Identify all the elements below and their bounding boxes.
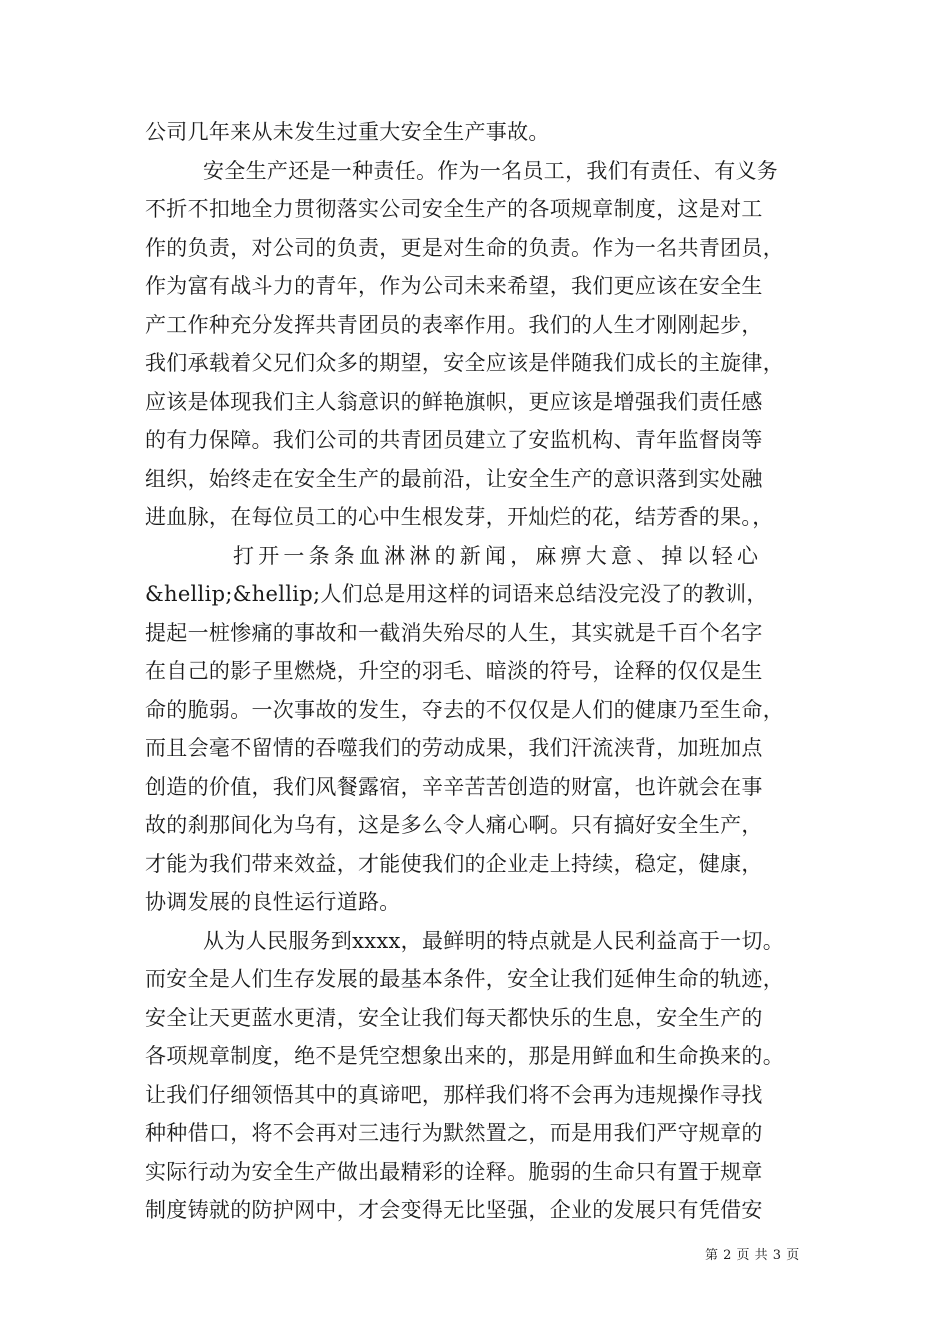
text-line: 各项规章制度，绝不是凭空想象出来的，那是用鲜血和生命换来的。 bbox=[145, 1044, 784, 1068]
text-line: 协调发展的良性运行道路。 bbox=[145, 890, 401, 914]
text-line: 实际行动为安全生产做出最精彩的诠释。脆弱的生命只有置于规章 bbox=[145, 1159, 763, 1184]
text-line: 的有力保障。我们公司的共青团员建立了安监机构、青年监督岗等 bbox=[145, 428, 763, 452]
text-line: 作的负责，对公司的负责，更是对生命的负责。作为一名共青团员， bbox=[145, 235, 784, 260]
text-line: 应该是体现我们主人翁意识的鲜艳旗帜，更应该是增强我们责任感 bbox=[145, 389, 763, 414]
text-line: 创造的价值，我们风餐露宿，辛辛苦苦创造的财富，也许就会在事 bbox=[145, 774, 763, 799]
text-line: 命的脆弱。一次事故的发生，夺去的不仅仅是人们的健康乃至生命， bbox=[145, 697, 784, 722]
paragraph-start-line: 安全生产还是一种责任。作为一名员工，我们有责任、有义务 bbox=[203, 158, 779, 183]
text-line: 种种借口，将不会再对三违行为默然置之，而是用我们严守规章的 bbox=[145, 1121, 763, 1145]
text-line: 不折不扣地全力贯彻落实公司安全生产的各项规章制度，这是对工 bbox=[145, 197, 763, 221]
text-line: 作为富有战斗力的青年，作为公司未来希望，我们更应该在安全生 bbox=[145, 274, 763, 298]
text-line: 在自己的影子里燃烧，升空的羽毛、暗淡的符号，诠释的仅仅是生 bbox=[145, 659, 763, 683]
text-line: 而且会毫不留情的吞噬我们的劳动成果，我们汗流浃背，加班加点 bbox=[145, 736, 763, 760]
text-line: 进血脉，在每位员工的心中生根发芽，开灿烂的花，结芳香的果。， bbox=[145, 505, 774, 529]
text-line: 产工作种充分发挥共青团员的表率作用。我们的人生才刚刚起步， bbox=[145, 312, 763, 337]
text-line: 安全让天更蓝水更清，安全让我们每天都快乐的生息，安全生产的 bbox=[145, 1005, 763, 1030]
text-line: 故的刹那间化为乌有，这是多么令人痛心啊。只有搞好安全生产， bbox=[145, 813, 763, 837]
text-line: 我们承载着父兄们众多的期望，安全应该是伴随我们成长的主旋律， bbox=[145, 351, 784, 375]
body-text bbox=[145, 113, 815, 1230]
text-line: 让我们仔细领悟其中的真谛吧，那样我们将不会再为违规操作寻找 bbox=[145, 1082, 763, 1107]
paragraph-start-line: 从为人民服务到xxxx，最鲜明的特点就是人民利益高于一切。 bbox=[203, 928, 785, 953]
text-line: 组织，始终走在安全生产的最前沿，让安全生产的意识落到实处融 bbox=[145, 466, 763, 491]
text-line: 公司几年来从未发生过重大安全生产事故。 bbox=[145, 120, 550, 144]
text-line: 提起一桩惨痛的事故和一截消失殆尽的人生，其实就是千百个名字 bbox=[145, 620, 763, 645]
text-line: 制度铸就的防护网中，才会变得无比坚强，企业的发展只有凭借安 bbox=[145, 1198, 763, 1222]
paragraph-start-line: 打开一条条血淋淋的新闻，麻痹大意、掉以轻心 bbox=[233, 543, 763, 568]
text-line: 才能为我们带来效益，才能使我们的企业走上持续，稳定，健康， bbox=[145, 851, 763, 876]
text-line: &hellip;&hellip;人们总是用这样的词语来总结没完没了的教训， bbox=[145, 582, 768, 606]
text-line: 而安全是人们生存发展的最基本条件，安全让我们延伸生命的轨迹， bbox=[145, 967, 784, 991]
page-number-footer: 第 2 页 共 3 页 bbox=[705, 1248, 800, 1263]
